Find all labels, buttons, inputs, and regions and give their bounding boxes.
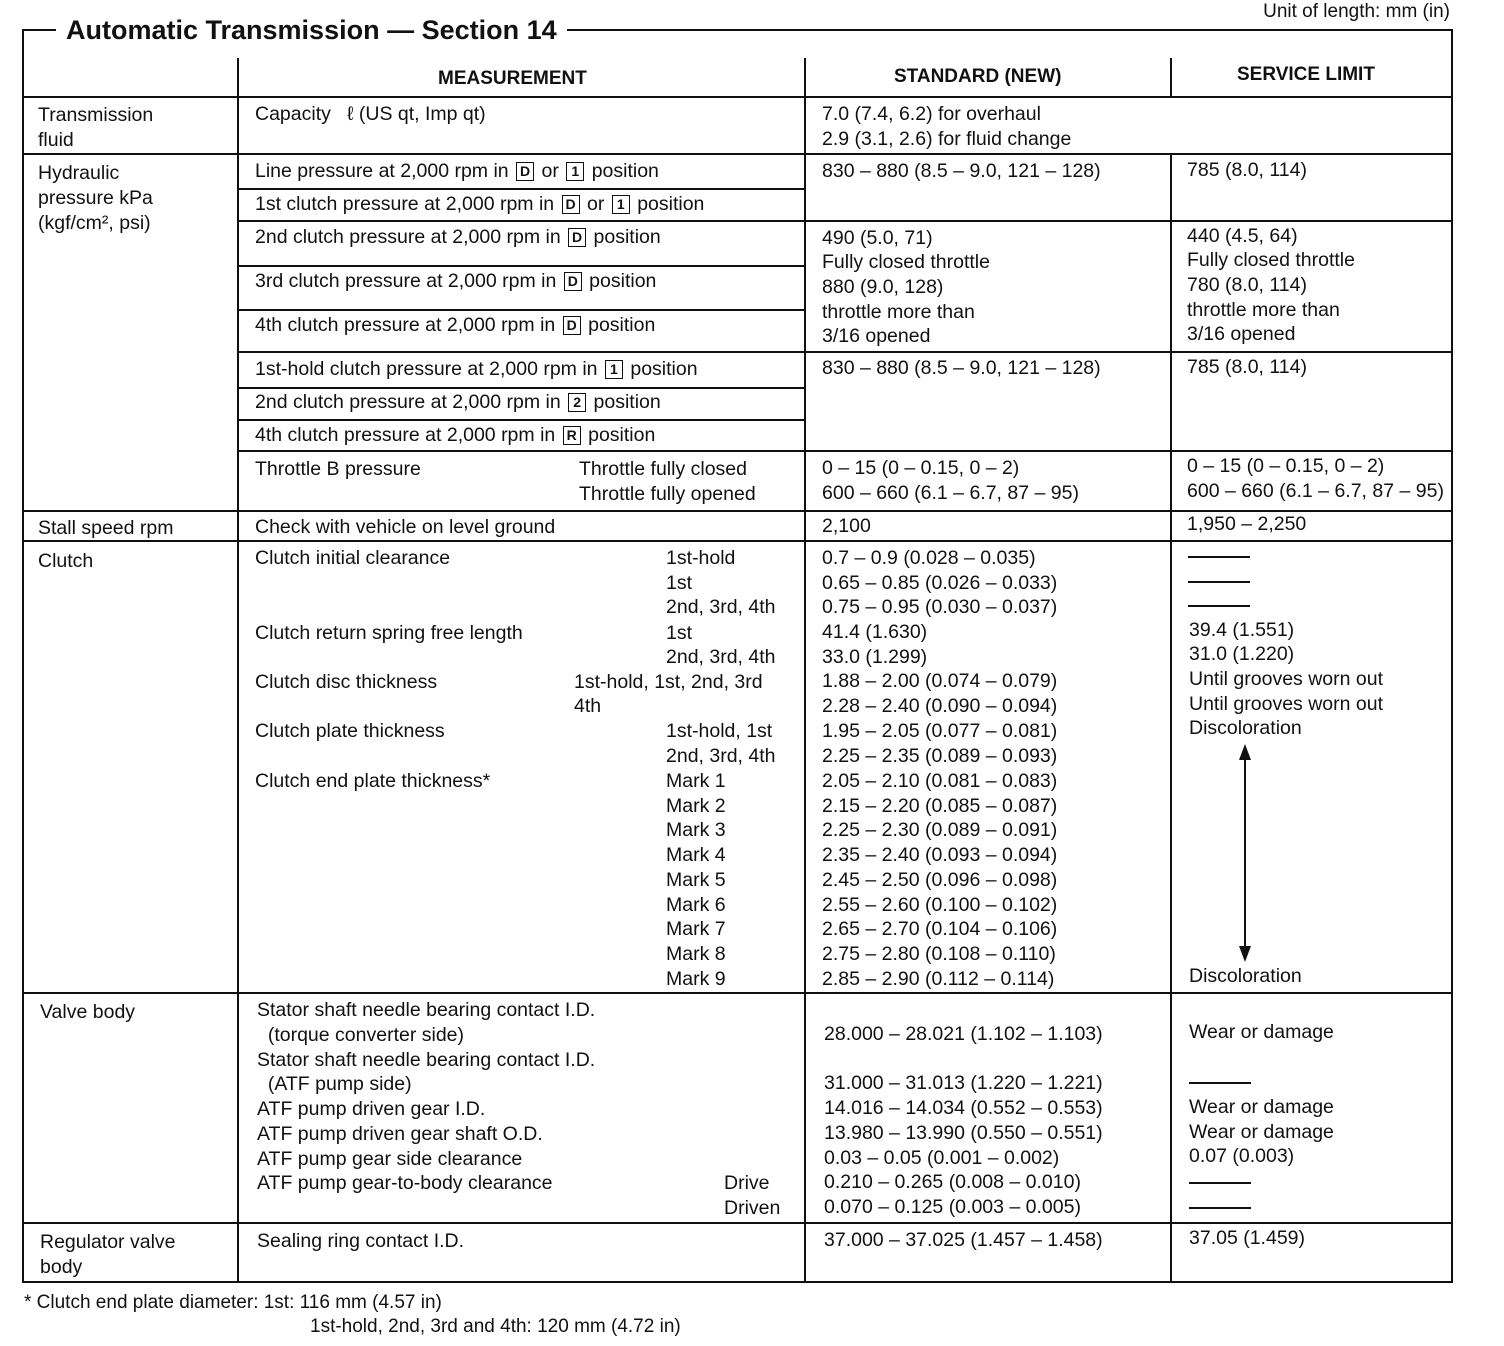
gear-position-box: D [568, 228, 586, 247]
sub-label: 4th [574, 695, 602, 717]
measurement-label: Clutch disc thickness [255, 671, 438, 693]
measurement-label [255, 313, 655, 338]
category-regulator: body [40, 1256, 83, 1278]
service-limit-value: 3/16 opened [1187, 323, 1296, 345]
sub-label: 1st-hold [666, 547, 736, 569]
standard-value: 2.65 – 2.70 (0.104 – 0.106) [822, 918, 1058, 941]
standard-value: 2.75 – 2.80 (0.108 – 0.110) [822, 942, 1056, 965]
label-text: 2nd clutch pressure at 2,000 rpm in [255, 226, 561, 248]
standard-value: 33.0 (1.299) [822, 646, 928, 668]
standard-value: 1.88 – 2.00 (0.074 – 0.079) [822, 670, 1058, 692]
not-applicable-dash [1188, 581, 1250, 583]
category-hydraulic: pressure kPa [38, 187, 153, 209]
gear-position-box: D [516, 162, 534, 181]
measurement-label: (torque converter side) [257, 1024, 465, 1046]
standard-value: 41.4 (1.630) [822, 621, 928, 643]
column-divider-standard-header [1170, 58, 1172, 96]
footnote: 1st-hold, 2nd, 3rd and 4th: 120 mm (4.72 in) [310, 1316, 681, 1337]
standard-value: 2.05 – 2.10 (0.081 – 0.083) [822, 770, 1058, 792]
group-divider [237, 450, 1453, 452]
column-divider-category [237, 58, 239, 1283]
category-hydraulic: Hydraulic [38, 162, 120, 184]
not-applicable-dash [1188, 556, 1250, 558]
gear-position-box: D [563, 316, 581, 335]
not-applicable-dash [1189, 1082, 1251, 1084]
measurement-label: ATF pump gear-to-body clearance [257, 1172, 553, 1194]
service-limit-value: 1,950 – 2,250 [1187, 513, 1307, 535]
gear-position-box: 1 [605, 360, 623, 379]
category-fluid: fluid [38, 129, 74, 151]
row-divider-valve [22, 1222, 1453, 1224]
standard-value: Fully closed throttle [822, 251, 990, 273]
label-text: 1st-hold clutch pressure at 2,000 rpm in [255, 358, 598, 380]
group-divider [237, 351, 1453, 353]
standard-value: 0 – 15 (0 – 0.15, 0 – 2) [822, 457, 1020, 479]
standard-value: 3/16 opened [822, 325, 931, 347]
label-text: 4th clutch pressure at 2,000 rpm in [255, 424, 556, 446]
header-service-limit: SERVICE LIMIT [1237, 64, 1375, 85]
measurement-label [255, 390, 661, 415]
label-text: 2nd clutch pressure at 2,000 rpm in [255, 391, 561, 413]
standard-value: 14.016 – 14.034 (0.552 – 0.553) [824, 1097, 1103, 1119]
label-text: position [593, 391, 661, 413]
sub-label: 1st [666, 572, 693, 594]
end-plate-mark-label: Mark 2 [666, 794, 726, 817]
service-limit-value: 785 (8.0, 114) [1187, 159, 1307, 181]
sub-label: Driven [724, 1197, 781, 1219]
end-plate-mark-label: Mark 9 [666, 967, 726, 990]
measurement-label [255, 225, 661, 250]
service-limit-value: 785 (8.0, 114) [1187, 356, 1307, 378]
end-plate-mark-label: Mark 3 [666, 819, 726, 842]
end-plate-mark-label: Mark 5 [666, 868, 726, 891]
column-divider-measurement [804, 58, 806, 1283]
category-stall: Stall speed rpm [38, 517, 174, 539]
service-limit-value: Discoloration [1189, 965, 1302, 987]
standard-value: 2.15 – 2.20 (0.085 – 0.087) [822, 794, 1058, 817]
label-text: 1st clutch pressure at 2,000 rpm in [255, 193, 555, 215]
label-text: 3rd clutch pressure at 2,000 rpm in [255, 270, 557, 292]
standard-value: 0.070 – 0.125 (0.003 – 0.005) [824, 1196, 1081, 1218]
end-plate-mark-label: Mark 7 [666, 918, 726, 941]
not-applicable-dash [1189, 1182, 1251, 1184]
not-applicable-dash [1189, 1207, 1251, 1209]
standard-value: 600 – 660 (6.1 – 6.7, 87 – 95) [822, 482, 1079, 504]
table-right-border [1451, 29, 1453, 1283]
standard-value: 830 – 880 (8.5 – 9.0, 121 – 128) [822, 357, 1101, 379]
condition-label: Throttle fully opened [579, 483, 756, 505]
end-plate-mark-label: Mark 1 [666, 770, 726, 792]
service-limit-value: 39.4 (1.551) [1189, 619, 1295, 641]
label-text: or [541, 160, 559, 182]
measurement-label [255, 102, 486, 127]
service-limit-value: 440 (4.5, 64) [1187, 225, 1298, 247]
label-text: position [593, 226, 661, 248]
standard-value: 880 (9.0, 128) [822, 276, 944, 298]
measurement-label: Clutch initial clearance [255, 547, 451, 569]
gear-position-box: D [564, 272, 582, 291]
sub-divider [237, 309, 806, 311]
page-title: Automatic Transmission — Section 14 [56, 10, 567, 50]
standard-value: 31.000 – 31.013 (1.220 – 1.221) [824, 1072, 1103, 1094]
service-limit-value: 37.05 (1.459) [1189, 1227, 1306, 1249]
sub-label: 2nd, 3rd, 4th [666, 745, 776, 767]
sub-divider [237, 419, 806, 421]
gear-position-box: 2 [568, 393, 586, 412]
standard-value: 490 (5.0, 71) [822, 227, 933, 249]
service-limit-value: throttle more than [1187, 299, 1340, 321]
measurement-label [255, 357, 698, 382]
service-limit-value: 0 – 15 (0 – 0.15, 0 – 2) [1187, 455, 1385, 477]
gear-position-box: D [562, 195, 580, 214]
sub-label: 2nd, 3rd, 4th [666, 646, 776, 668]
standard-value: throttle more than [822, 301, 975, 323]
measurement-label [255, 192, 704, 217]
standard-value: 2.55 – 2.60 (0.100 – 0.102) [822, 893, 1058, 916]
service-limit-value: 600 – 660 (6.1 – 6.7, 87 – 95) [1187, 480, 1444, 502]
service-limit-value: Wear or damage [1189, 1096, 1334, 1118]
standard-value: 2.25 – 2.30 (0.089 – 0.091) [822, 819, 1058, 842]
gear-position-box: 1 [612, 195, 630, 214]
measurement-label: Sealing ring contact I.D. [257, 1230, 465, 1252]
footnote: * Clutch end plate diameter: 1st: 116 mm (4.57 in) [24, 1292, 442, 1313]
label-text: position [588, 314, 656, 336]
measurement-label: (ATF pump side) [257, 1073, 412, 1095]
not-applicable-dash [1188, 605, 1250, 607]
standard-value: 0.210 – 0.265 (0.008 – 0.010) [824, 1171, 1081, 1193]
group-divider [237, 220, 1453, 222]
measurement-label: Stator shaft needle bearing contact I.D. [257, 1049, 596, 1071]
header-bottom-border [22, 96, 1453, 98]
table-left-border [22, 29, 24, 1283]
label-text: or [587, 193, 605, 215]
label-text: Line pressure at 2,000 rpm in [255, 160, 509, 182]
label-text: position [588, 424, 656, 446]
category-hydraulic: (kgf/cm², psi) [38, 212, 151, 234]
service-limit-value: Discoloration [1189, 717, 1302, 739]
standard-value: 37.000 – 37.025 (1.457 – 1.458) [824, 1229, 1103, 1251]
service-limit-value: 780 (8.0, 114) [1187, 274, 1307, 296]
sub-label: 1st [666, 622, 693, 644]
standard-value: 28.000 – 28.021 (1.102 – 1.103) [824, 1023, 1103, 1045]
capacity-label: Capacity [255, 103, 331, 125]
end-plate-mark-label: Mark 8 [666, 942, 726, 965]
standard-value: 7.0 (7.4, 6.2) for overhaul [822, 103, 1041, 125]
standard-value: 0.03 – 0.05 (0.001 – 0.002) [824, 1147, 1060, 1169]
gear-position-box: R [563, 426, 581, 445]
standard-value: 13.980 – 13.990 (0.550 – 0.551) [824, 1122, 1103, 1144]
standard-value: 2.9 (3.1, 2.6) for fluid change [822, 128, 1072, 150]
standard-value: 2.28 – 2.40 (0.090 – 0.094) [822, 695, 1058, 717]
service-limit-value: Until grooves worn out [1189, 693, 1384, 715]
measurement-label [255, 269, 656, 294]
measurement-label: Clutch end plate thickness* [255, 770, 491, 792]
measurement-label: Stator shaft needle bearing contact I.D. [257, 999, 596, 1021]
category-valve-body: Valve body [40, 1001, 136, 1023]
service-limit-value: Until grooves worn out [1189, 668, 1384, 690]
sub-divider [237, 387, 806, 389]
service-limit-value: 0.07 (0.003) [1189, 1145, 1295, 1167]
gear-position-box: 1 [566, 162, 584, 181]
service-limit-value: Fully closed throttle [1187, 249, 1355, 271]
standard-value: 0.75 – 0.95 (0.030 – 0.037) [822, 596, 1058, 618]
row-divider-stall [22, 540, 1453, 542]
standard-value: 2.45 – 2.50 (0.096 – 0.098) [822, 868, 1058, 891]
range-arrow-icon [1235, 744, 1255, 962]
standard-value: 2.85 – 2.90 (0.112 – 0.114) [822, 967, 1055, 990]
category-clutch: Clutch [38, 550, 94, 572]
column-divider-standard [1170, 153, 1172, 1283]
standard-value: 830 – 880 (8.5 – 9.0, 121 – 128) [822, 160, 1101, 182]
sub-divider [237, 188, 806, 190]
sub-label: 2nd, 3rd, 4th [666, 596, 776, 618]
sub-label: Drive [724, 1172, 770, 1194]
label-text: position [637, 193, 705, 215]
label-text: position [630, 358, 698, 380]
category-fluid: Transmission [38, 104, 154, 126]
end-plate-mark-label: Mark 4 [666, 844, 726, 867]
measurement-label: ATF pump driven gear I.D. [257, 1098, 486, 1120]
sub-label: 1st-hold, 1st [666, 720, 773, 742]
standard-value: 2,100 [822, 515, 871, 537]
measurement-label: Check with vehicle on level ground [255, 516, 556, 538]
unit-note: Unit of length: mm (in) [1263, 1, 1450, 22]
measurement-label: ATF pump gear side clearance [257, 1148, 523, 1170]
standard-value: 2.35 – 2.40 (0.093 – 0.094) [822, 844, 1058, 867]
measurement-label [255, 159, 659, 184]
standard-value: 1.95 – 2.05 (0.077 – 0.081) [822, 720, 1058, 742]
row-divider-clutch [22, 992, 1453, 994]
service-limit-value: 31.0 (1.220) [1189, 643, 1295, 665]
label-text: position [589, 270, 657, 292]
row-divider-fluid [22, 153, 1453, 155]
service-limit-value: Wear or damage [1189, 1121, 1334, 1143]
sub-label: 1st-hold, 1st, 2nd, 3rd [574, 671, 763, 693]
table-bottom-border [22, 1281, 1453, 1283]
measurement-label: Clutch return spring free length [255, 622, 523, 644]
standard-value: 2.25 – 2.35 (0.089 – 0.093) [822, 745, 1058, 767]
label-text: 4th clutch pressure at 2,000 rpm in [255, 314, 556, 336]
header-standard: STANDARD (NEW) [894, 66, 1062, 87]
measurement-label [255, 423, 655, 448]
condition-label: Throttle fully closed [579, 458, 747, 480]
capacity-unit: ℓ (US qt, Imp qt) [347, 103, 486, 125]
end-plate-mark-label: Mark 6 [666, 893, 726, 916]
standard-value: 0.7 – 0.9 (0.028 – 0.035) [822, 547, 1036, 569]
standard-value: 0.65 – 0.85 (0.026 – 0.033) [822, 572, 1058, 594]
measurement-label: Clutch plate thickness [255, 720, 445, 742]
service-limit-value: Wear or damage [1189, 1021, 1334, 1043]
header-measurement: MEASUREMENT [438, 68, 587, 89]
sub-divider [237, 265, 806, 267]
measurement-label: ATF pump driven gear shaft O.D. [257, 1123, 543, 1145]
measurement-label: Throttle B pressure [255, 458, 421, 480]
label-text: position [591, 160, 659, 182]
category-regulator: Regulator valve [40, 1231, 176, 1253]
